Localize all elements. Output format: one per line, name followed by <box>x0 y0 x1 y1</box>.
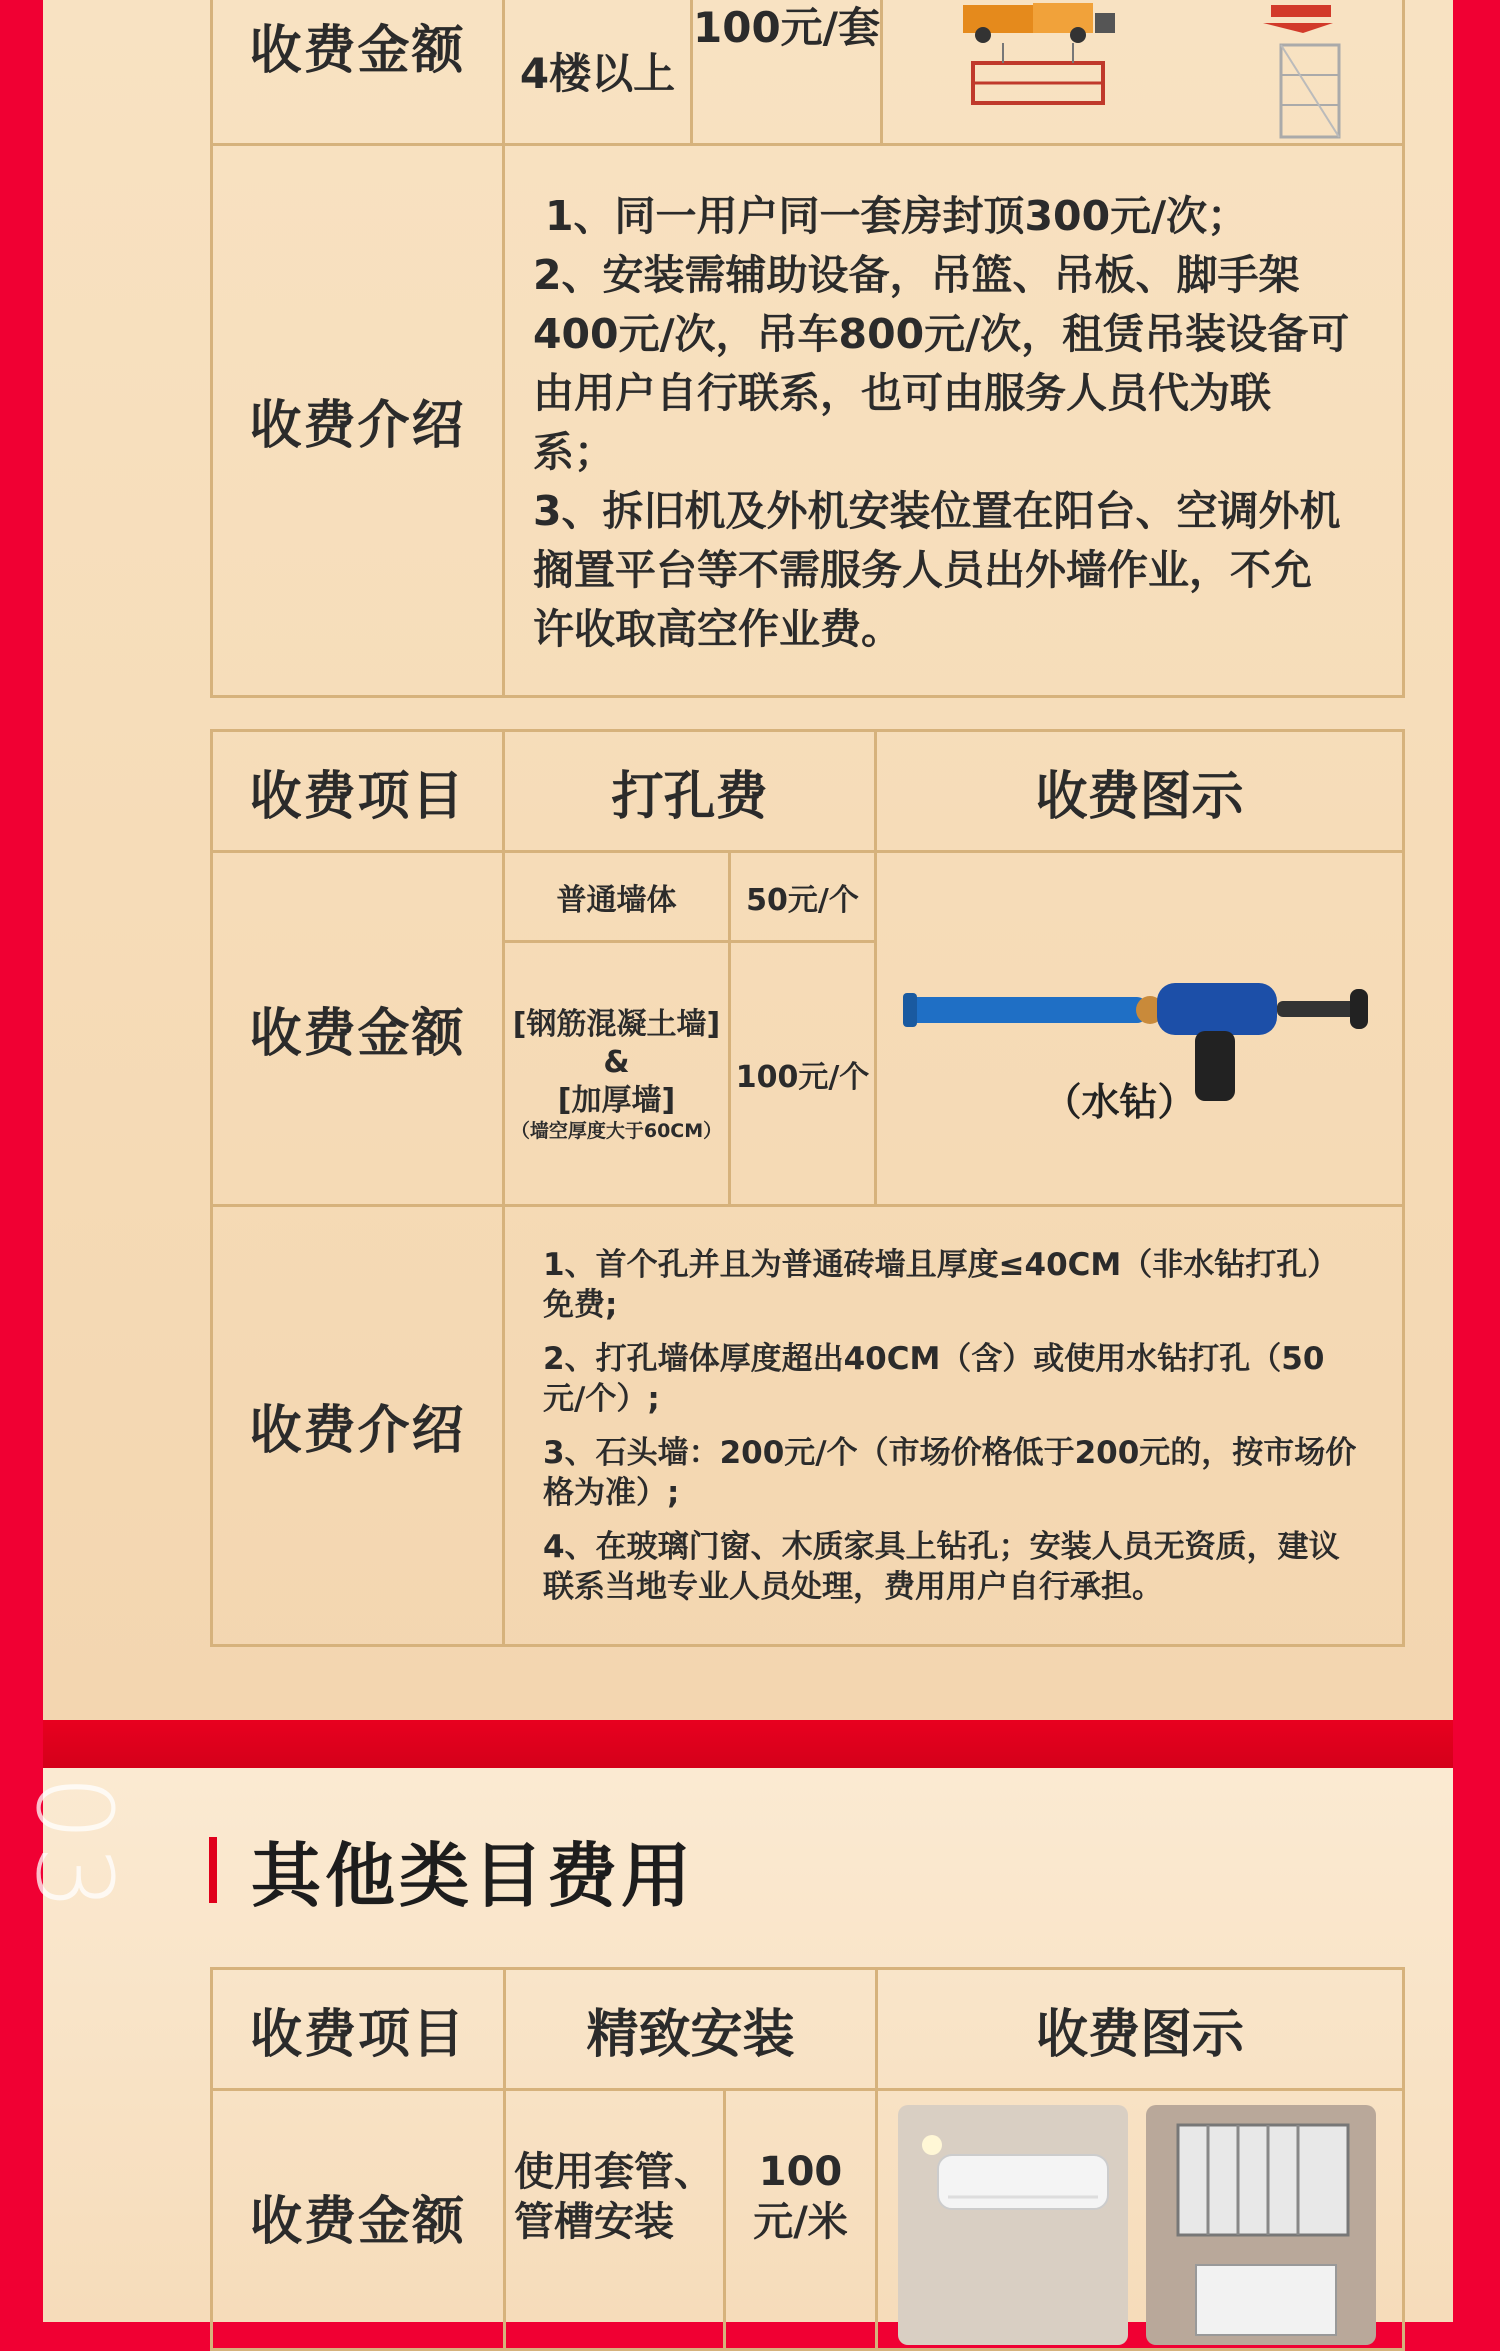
item-label-3: 收费项目 <box>212 1969 505 2090</box>
price-cell-3 <box>725 2090 877 2350</box>
image-label-3: 收费图示 <box>877 1969 1404 2090</box>
wall-thickness-note: （墙空厚度大于60CM） <box>510 1119 723 1142</box>
drill-image-cell <box>876 852 1404 1206</box>
floor-text: 4楼以上 <box>519 49 676 98</box>
desc2-line-4: 4、在玻璃门窗、木质家具上钻孔；安装人员无资质，建议联系当地专业人员处理，费用用户自行承担。 <box>543 1528 1340 1605</box>
section-number: 03 <box>13 1775 135 1916</box>
desc-cell <box>504 145 1404 697</box>
amount-label: 收费金额 <box>212 0 504 145</box>
wall-type-thick <box>504 942 730 1206</box>
equipment-illustration <box>883 0 1403 143</box>
service-text: 使用套管、管槽安装 <box>514 2149 714 2245</box>
item-value-3: 精致安装 <box>505 1969 877 2090</box>
item-value: 打孔费 <box>504 731 876 852</box>
service-cell <box>505 2090 725 2350</box>
desc-cell-2 <box>504 1206 1404 1646</box>
desc-line-1: 1、同一用户同一套房封顶300元/次； <box>545 191 1249 240</box>
price-cell <box>692 0 882 145</box>
desc2-line-1: 1、首个孔并且为普通砖墙且厚度≤40CM（非水钻打孔）免费; <box>543 1246 1339 1323</box>
wall-type-rc: [钢筋混凝土墙] <box>512 1006 721 1042</box>
price-normal: 50元/个 <box>730 852 876 942</box>
title-accent-bar <box>209 1837 217 1903</box>
desc-label: 收费介绍 <box>212 145 504 697</box>
section-heading <box>209 1832 695 1917</box>
price-text-3: 100元/米 <box>753 2149 848 2245</box>
floor-cell <box>504 0 692 145</box>
section-title: 其他类目费用 <box>251 1834 695 1917</box>
drilling-fee-table <box>210 729 1405 1647</box>
desc2-line-3: 3、石头墙：200元/个（市场价格低于200元的，按市场价格为准）; <box>543 1434 1357 1511</box>
wall-type-thickened: [加厚墙] <box>557 1082 676 1118</box>
desc-line-2: 2、安装需辅助设备，吊篮、吊板、脚手架400元/次，吊车800元/次，租赁吊装设备可由用户自行联系，也可由服务人员代为联系； <box>533 250 1350 476</box>
amount-label-3: 收费金额 <box>212 2090 505 2350</box>
wall-type-amp: & <box>603 1044 630 1080</box>
high-altitude-fee-table <box>210 0 1405 698</box>
desc2-line-2: 2、打孔墙体厚度超出40CM（含）或使用水钻打孔（50元/个）; <box>543 1340 1325 1417</box>
equipment-image-cell <box>882 0 1404 145</box>
image-label: 收费图示 <box>876 731 1404 852</box>
section-divider-band <box>43 1720 1453 1768</box>
wall-type-normal: 普通墙体 <box>504 852 730 942</box>
desc-line-3: 3、拆旧机及外机安装位置在阳台、空调外机搁置平台等不需服务人员出外墙作业，不允许收取高空作业费。 <box>533 486 1341 653</box>
installation-photos <box>878 2105 1398 2345</box>
other-fee-table <box>210 1967 1405 2351</box>
desc-label-2: 收费介绍 <box>212 1206 504 1646</box>
item-label: 收费项目 <box>212 731 504 852</box>
price-thick: 100元/个 <box>730 942 876 1206</box>
price-text: 100元/套 <box>693 3 881 52</box>
amount-label-2: 收费金额 <box>212 852 504 1206</box>
install-image-cell <box>877 2090 1404 2350</box>
drill-caption: （水钻） <box>1043 1080 1196 1124</box>
